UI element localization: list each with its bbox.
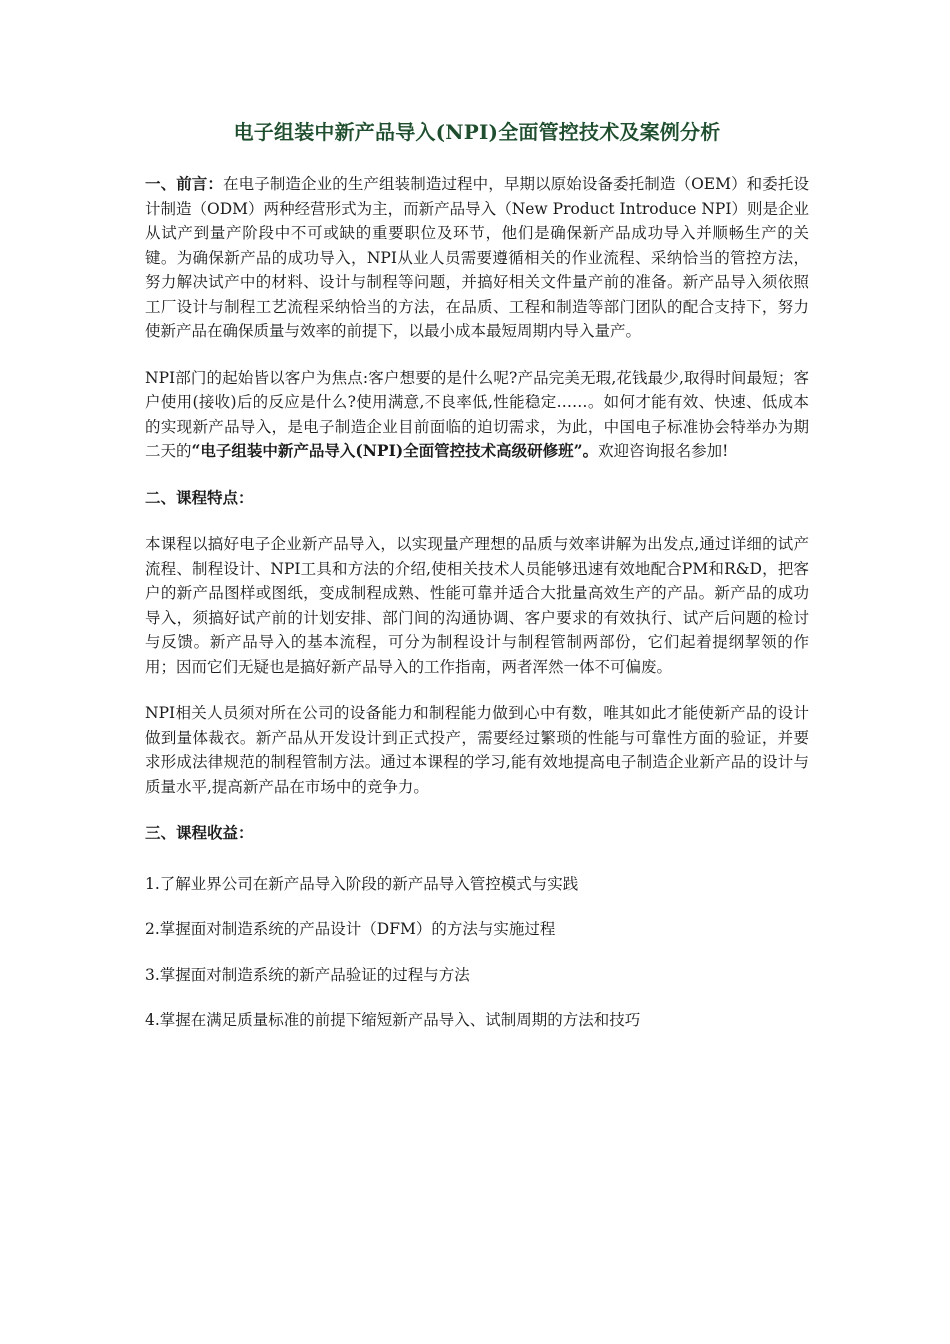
benefit-item: 1.了解业界公司在新产品导入阶段的新产品导入管控模式与实践 (145, 874, 579, 893)
intro-text-before: NPI部门的起始皆以客户为焦点:客户想要的是什么呢?产品完美无瑕,花钱最少,取得时间最短；客户使用(接收)后的反应是什么?使用满意,不良率低,性能稳定……。如何才能有效、快速、低成本的实现新产品导入，是电子制造企业目前面临的迫切需求，为此，中国电子标准协会特举办为期二天的 (145, 368, 809, 460)
section-heading-features: 二、课程特点： (145, 487, 254, 507)
benefit-item: 2.掌握面对制造系统的产品设计（DFM）的方法与实施过程 (145, 920, 556, 938)
document-page (145, 118, 809, 1033)
intro-paragraph (145, 366, 809, 464)
preface-text: 在电子制造企业的生产组装制造过程中，早期以原始设备委托制造（OEM）和委托设计制造（ODM）两种经营形式为主，而新产品导入（New Product Introduce NPI）则是企业从试产到量产阶段中不可或缺的重要职位及环节，他们是确保新产品成功导入并顺畅生产的关键。为确保新产品的成功导入，NPI从业人员需要遵循相关的作业流程、采纳恰当的管控方法，努力解决试产中的材料、设计与制程等问题，并搞好相关文件量产前的准备。新产品导入须依照工厂设计与制程工艺流程采纳恰当的方法，在品质、工程和制造等部门团队的配合支持下，努力使新产品在确保质量与效率的前提下，以最小成本最短周期内导入量产。 (145, 175, 809, 340)
course-name-highlight: “电子组装中新产品导入(NPI)全面管控技术高级研修班”。 (191, 441, 599, 460)
benefit-item: 3.掌握面对制造系统的新产品验证的过程与方法 (145, 965, 470, 984)
benefit-item: 4.掌握在满足质量标准的前提下缩短新产品导入、试制周期的方法和技巧 (145, 1011, 641, 1029)
intro-text-after: 欢迎咨询报名参加! (598, 442, 729, 460)
preface-paragraph (145, 172, 809, 344)
document-title: 电子组装中新产品导入(NPI)全面管控技术及案例分析 (233, 120, 721, 144)
section-heading-benefits: 三、课程收益： (145, 823, 254, 842)
features-paragraph-1: 本课程以搞好电子企业新产品导入，以实现量产理想的品质与效率讲解为出发点,通过详细的试产流程、制程设计、NPI工具和方法的介绍,使相关技术人员能够迅速有效地配合PM和R&D，把客户的新产品图样或图纸，变成制程成熟、性能可靠并适合大批量高效生产的产品。新产品的成功导入，须搞好试产前的计划安排、部门间的沟通协调、客户要求的有效执行、试产后问题的检讨与反馈。新产品导入的基本流程，可分为制程设计与制程管制两部份，它们起着提纲挈领的作用；因而它们无疑也是搞好新产品导入的工作指南，两者浑然一体不可偏废。 (145, 535, 809, 676)
preface-label: 一、前言： (145, 174, 224, 193)
features-paragraph-2: NPI相关人员须对所在公司的设备能力和制程能力做到心中有数，唯其如此才能使新产品的设计做到量体裁衣。新产品从开发设计到正式投产，需要经过繁琐的性能与可靠性方面的验证，并要求形成法律规范的制程管制方法。通过本课程的学习,能有效地提高电子制造企业新产品的设计与质量水平,提高新产品在市场中的竞争力。 (145, 704, 809, 796)
